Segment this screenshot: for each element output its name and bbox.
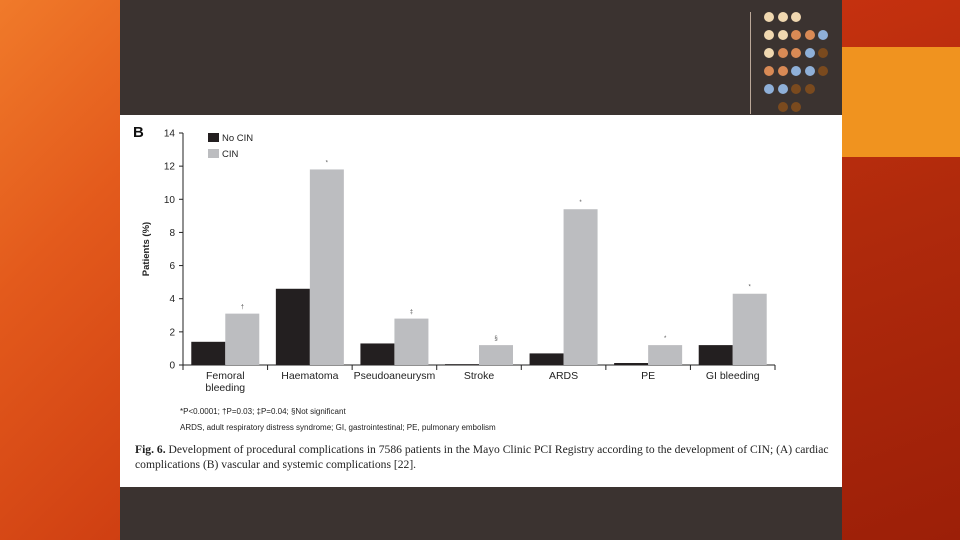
x-category-label: GI bleeding [705, 370, 760, 382]
decorative-dot [764, 30, 774, 40]
panel-letter: B [133, 124, 144, 141]
decorative-dot-grid [764, 12, 834, 116]
decorative-dot [805, 30, 815, 40]
decorative-dot [791, 66, 801, 76]
figure-caption-label: Fig. 6. [135, 443, 166, 456]
x-category-label: Pseudoaneurysm [353, 370, 436, 382]
decorative-dot [778, 84, 788, 94]
significance-marker: * [325, 160, 329, 167]
x-category-label: Stroke [463, 370, 495, 382]
bar-chart [120, 115, 842, 405]
bar-cin [479, 345, 513, 365]
decorative-dot [818, 48, 828, 58]
significance-marker: * [748, 284, 751, 291]
significance-marker: * [663, 336, 667, 343]
bar-no-cin [191, 342, 225, 365]
figure-image [120, 115, 842, 487]
x-category-label: bleeding [205, 382, 246, 394]
decorative-dot [778, 12, 788, 22]
y-tick-label: 8 [169, 227, 175, 239]
decorative-dot [791, 48, 801, 58]
decorative-dot [791, 84, 801, 94]
legend-label: No CIN [222, 133, 254, 144]
bar-no-cin [699, 345, 733, 365]
decorative-dot [764, 84, 774, 94]
decorative-dot [791, 102, 801, 112]
bar-no-cin [614, 363, 648, 365]
bar-no-cin [276, 289, 310, 365]
y-axis-label: Patients (%) [141, 221, 152, 277]
decorative-dot [818, 66, 828, 76]
bar-cin [310, 169, 344, 365]
legend-swatch-cin [208, 149, 219, 158]
significance-marker: † [240, 304, 244, 311]
decorative-dot [764, 12, 774, 22]
decorative-dot [778, 48, 788, 58]
decorative-dot [764, 66, 774, 76]
background-orange-band [842, 47, 960, 157]
bar-cin [225, 314, 259, 365]
x-category-label: PE [641, 370, 656, 382]
decorative-dot [818, 30, 828, 40]
y-tick-label: 4 [169, 294, 175, 306]
bar-cin [564, 209, 598, 365]
y-tick-label: 10 [163, 194, 175, 206]
significance-marker: * [579, 200, 582, 207]
bar-no-cin [445, 364, 479, 365]
header-divider-line [750, 12, 751, 114]
bar-cin [733, 294, 767, 365]
decorative-dot [764, 48, 774, 58]
bar-cin [648, 345, 682, 365]
legend-label: CIN [222, 149, 239, 160]
y-tick-label: 6 [169, 261, 175, 273]
decorative-dot [805, 66, 815, 76]
decorative-dot [778, 66, 788, 76]
significance-marker: § [494, 336, 498, 343]
bar-no-cin [530, 353, 564, 365]
decorative-dot [778, 30, 788, 40]
figure-footnote-abbreviations: ARDS, adult respiratory distress syndrome; GI, gastrointestinal; PE, pulmonary embolism [180, 423, 496, 432]
decorative-dot [805, 48, 815, 58]
decorative-dot [805, 84, 815, 94]
y-tick-label: 2 [169, 327, 175, 339]
background-left-gradient [0, 0, 120, 540]
x-category-label: ARDS [548, 370, 579, 382]
bar-cin [394, 319, 428, 365]
decorative-dot [778, 102, 788, 112]
y-tick-label: 0 [169, 360, 175, 372]
bar-no-cin [360, 343, 394, 365]
y-tick-label: 12 [163, 161, 175, 173]
x-category-label: Haematoma [281, 370, 339, 382]
legend-swatch-no-cin [208, 133, 219, 142]
x-category-label: Femoral [206, 370, 245, 382]
decorative-dot [791, 30, 801, 40]
figure-caption [135, 442, 835, 472]
significance-marker: ‡ [409, 309, 414, 316]
y-tick-label: 14 [163, 128, 175, 140]
figure-caption-text: Development of procedural complications in 7586 patients in the Mayo Clinic PCI Registry according to the development of CIN; (A) cardiac complications (B) vascular and systemic complications [22]. [135, 443, 829, 471]
figure-footnote-significance: *P<0.0001; †P=0.03; ‡P=0.04; §Not significant [180, 407, 346, 416]
decorative-dot [791, 12, 801, 22]
